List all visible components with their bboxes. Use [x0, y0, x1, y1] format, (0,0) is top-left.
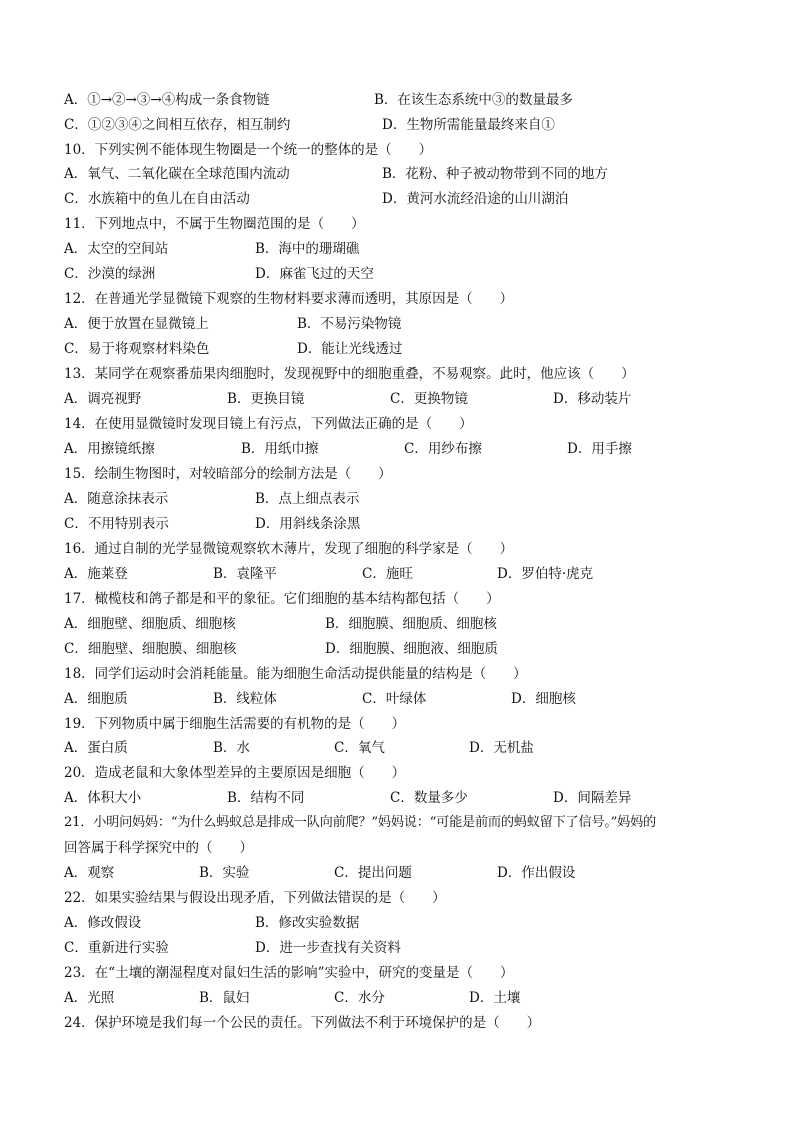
option-c: C．重新进行实验 — [64, 940, 169, 956]
option-b: B．袁隆平 — [213, 566, 277, 582]
option-d: D．细胞核 — [511, 691, 576, 707]
option-a: A．便于放置在显微镜上 — [64, 316, 209, 332]
option-a: A．用擦镜纸擦 — [64, 441, 155, 457]
question-stem: 17．橄榄枝和鸽子都是和平的象征。它们细胞的基本结构都包括（ ） — [64, 591, 500, 607]
question-stem: 16．通过自制的光学显微镜观察软木薄片，发现了细胞的科学家是（ ） — [64, 541, 514, 557]
option-b: B．鼠妇 — [199, 990, 250, 1006]
q9-option-c: C．①②③④之间相互依存，相互制约 — [64, 117, 291, 133]
option-a: A．太空的空间站 — [64, 241, 169, 257]
q9-option-a: A．①→②→③→④构成一条食物链 — [64, 92, 270, 108]
option-d: D．土壤 — [469, 990, 521, 1006]
q9-option-b: B．在该生态系统中③的数量最多 — [374, 92, 573, 108]
option-a: A．细胞质 — [64, 691, 128, 707]
question-stem: 23．在“土壤的潮湿程度对鼠妇生活的影响”实验中，研究的变量是（ ） — [64, 965, 514, 981]
question-stem: 20．造成老鼠和大象体型差异的主要原因是细胞（ ） — [64, 765, 406, 781]
question-stem: 10．下列实例不能体现生物圈是一个统一的整体的是（ ） — [64, 142, 433, 158]
option-a: A．氧气、二氧化碳在全球范围内流动 — [64, 166, 290, 182]
option-d: D．用手擦 — [567, 441, 632, 457]
question-stem: 14．在使用显微镜时发现目镜上有污点，下列做法正确的是（ ） — [64, 416, 473, 432]
option-b: B．实验 — [199, 865, 250, 881]
question-stem-continued: 回答属于科学探究中的（ ） — [64, 840, 253, 856]
option-c: C．提出问题 — [334, 865, 412, 881]
option-c: C．水族箱中的鱼儿在自由活动 — [64, 191, 250, 207]
option-c: C．细胞壁、细胞膜、细胞核 — [64, 641, 237, 657]
option-d: D．罗伯特·虎克 — [497, 566, 594, 582]
option-b: B．花粉、种子被动物带到不同的地方 — [382, 166, 608, 182]
option-b: B．线粒体 — [213, 691, 277, 707]
option-d: D．间隔差异 — [553, 790, 632, 806]
option-c: C．水分 — [334, 990, 385, 1006]
question-stem: 22．如果实验结果与假设出现矛盾，下列做法错误的是（ ） — [64, 890, 446, 906]
option-c: C．叶绿体 — [362, 691, 427, 707]
option-c: C．用纱布擦 — [404, 441, 482, 457]
option-d: D．用斜线条涂黑 — [255, 516, 361, 532]
option-a: A．观察 — [64, 865, 115, 881]
option-c: C．不用特别表示 — [64, 516, 169, 532]
option-b: B．水 — [213, 740, 250, 756]
option-c: C．沙漠的绿洲 — [64, 266, 156, 282]
question-stem: 24．保护环境是我们每一个公民的责任。下列做法不利于环境保护的是（ ） — [64, 1015, 541, 1031]
option-d: D．进一步查找有关资料 — [255, 940, 401, 956]
option-d: D．麻雀飞过的天空 — [255, 266, 374, 282]
option-d: D．移动装片 — [553, 391, 632, 407]
option-b: B．细胞膜、细胞质、细胞核 — [325, 616, 497, 632]
question-stem: 19．下列物质中属于细胞生活需要的有机物的是（ ） — [64, 716, 406, 732]
option-c: C．氧气 — [334, 740, 385, 756]
option-c: C．数量多少 — [390, 790, 468, 806]
option-d: D．黄河水流经沿途的山川湖泊 — [382, 191, 569, 207]
option-b: B．结构不同 — [227, 790, 305, 806]
option-a: A．蛋白质 — [64, 740, 128, 756]
option-a: A．细胞壁、细胞质、细胞核 — [64, 616, 236, 632]
q9-option-d: D．生物所需能量最终来自① — [382, 117, 555, 133]
option-b: B．海中的珊瑚礁 — [255, 241, 360, 257]
question-stem: 18．同学们运动时会消耗能量。能为细胞生命活动提供能量的结构是（ ） — [64, 666, 527, 682]
option-b: B．更换目镜 — [227, 391, 305, 407]
option-a: A．体积大小 — [64, 790, 142, 806]
option-a: A．随意涂抹表示 — [64, 491, 169, 507]
option-b: B．修改实验数据 — [255, 915, 360, 931]
option-a: A．施莱登 — [64, 566, 128, 582]
option-a: A．修改假设 — [64, 915, 142, 931]
question-stem: 15．绘制生物图时，对较暗部分的绘制方法是（ ） — [64, 466, 392, 482]
option-b: B．不易污染物镜 — [297, 316, 402, 332]
option-a: A．光照 — [64, 990, 115, 1006]
option-d: D．无机盐 — [469, 740, 534, 756]
option-c: C．更换物镜 — [390, 391, 468, 407]
option-c: C．易于将观察材料染色 — [64, 341, 210, 357]
option-d: D．能让光线透过 — [297, 341, 403, 357]
option-d: D．细胞膜、细胞液、细胞质 — [325, 641, 498, 657]
option-b: B．点上细点表示 — [255, 491, 360, 507]
option-d: D．作出假设 — [497, 865, 576, 881]
question-stem: 11．下列地点中，不属于生物圈范围的是（ ） — [64, 216, 365, 232]
question-stem: 12．在普通光学显微镜下观察的生物材料要求薄而透明，其原因是（ ） — [64, 291, 514, 307]
option-b: B．用纸巾擦 — [241, 441, 319, 457]
question-stem: 13．某同学在观察番茄果肉细胞时，发现视野中的细胞重叠，不易观察。此时，他应该（ ） — [64, 366, 635, 382]
option-c: C．施旺 — [362, 566, 413, 582]
option-a: A．调亮视野 — [64, 391, 142, 407]
question-stem: 21．小明问妈妈：“为什么蚂蚁总是排成一队向前爬？”妈妈说：“可能是前而的蚂蚁留下了信号。”妈妈的 — [64, 815, 656, 830]
